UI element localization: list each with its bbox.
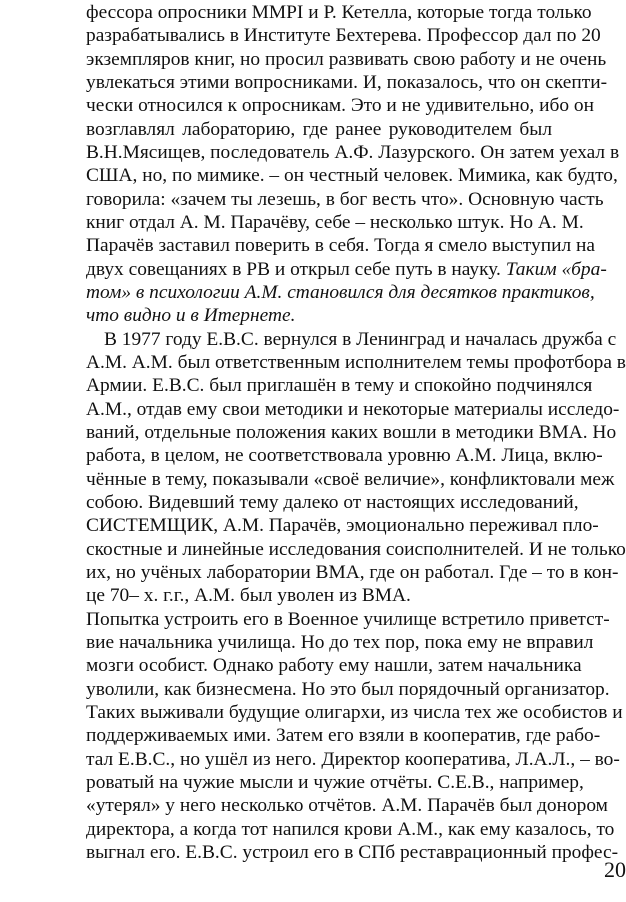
text-line-31: Таких выживали будущие олигархи, из числа тех же особистов и <box>86 702 623 723</box>
text-line-35: «утерял» у него несколько отчётов. А.М. Парачёв был донором <box>86 795 608 816</box>
text-line-8: США, но, по мимике. – он честный человек. Мимика, как будто, <box>86 165 618 186</box>
text-line-3: экземпляров книг, но просил развивать свою работу и не очень <box>86 49 607 70</box>
text-line-25: их, но учёных лаборатории ВМА, где он работал. Где – то в кон- <box>86 562 619 583</box>
text-line-27: Попытка устроить его в Военное училище встретило приветст- <box>86 609 610 630</box>
text-line-17: Армии. Е.В.С. был приглашён в тему и спокойно подчинялся <box>86 375 593 396</box>
text-line-26: це 70– х. г.г., А.М. был уволен из ВМА. <box>86 585 411 606</box>
text-line-19: ваний, отдельные положения каких вошли в методики ВМА. Но <box>86 422 617 443</box>
text-line-9: говорила: «зачем ты лезешь, в бог весть что». Основную часть <box>86 189 604 210</box>
text-line-37: выгнал его. Е.В.С. устроил его в СПб реставрационный профес- <box>86 842 619 863</box>
text-line-24: скостные и линейные исследования соисполнителей. И не только <box>86 539 626 560</box>
text-line-2: разрабатывались в Институте Бехтерева. Профессор дал по 20 <box>86 25 601 46</box>
text-line-30: уволили, как бизнесмена. Но это был порядочный организатор. <box>86 679 610 700</box>
text-line-33: тал Е.В.С., но ушёл из него. Директор кооператива, Л.А.Л., – во- <box>86 749 620 770</box>
text-line-12: двух совещаниях в РВ и открыл себе путь в науку. Таким «бра- <box>86 259 607 280</box>
text-line-5: чески относился к опросникам. Это и не удивительно, ибо он <box>86 95 594 116</box>
text-line-14: что видно и в Итернете. <box>86 305 296 326</box>
text-line-10: книг отдал А. М. Парачёву, себе – несколько штук. Но А. М. <box>86 212 584 233</box>
text-line-4: увлекаться этими вопросниками. И, показалось, что он скепти- <box>86 72 608 93</box>
page-number: 20 <box>604 857 626 882</box>
text-line-18: А.М., отдав ему свои методики и некоторые материалы исследо- <box>86 399 620 420</box>
italic-fragment: Таким «бра- <box>505 259 607 280</box>
paragraph-start-line: В 1977 году Е.В.С. вернулся в Ленинград и началась дружба с <box>104 329 617 350</box>
text-line-20: работа, в целом, не соответствовала уровню А.М. Лица, вклю- <box>86 445 603 466</box>
text-line-13: том» в психологии А.М. становился для десятков практиков, <box>86 282 595 303</box>
text-line-22: собою. Видевший тему далеко от настоящих исследований, <box>86 492 579 513</box>
text-line-29: мозги особист. Однако работу ему нашли, затем начальника <box>86 655 582 676</box>
text-line-11: Парачёв заставил поверить в себя. Тогда я смело выступил на <box>86 235 595 256</box>
text-line-16: А.М. А.М. был ответственным исполнителем темы профотбора в <box>86 352 626 373</box>
text-line-28: вие начальника училища. Но до тех пор, пока ему не вправил <box>86 632 594 653</box>
text-line-1: фессора опросники MMPI и Р. Кетелла, которые тогда только <box>86 2 592 23</box>
text-line-34: роватый на чужие мысли и чужие отчёты. С.Е.В., например, <box>86 772 584 793</box>
text-line-7: В.Н.Мясищев, последователь А.Ф. Лазурского. Он затем уехал в <box>86 142 620 163</box>
text-line-21: чённые в тему, показывали «своё величие», конфликтовали меж <box>86 469 615 490</box>
text-line-36: директора, а когда тот напился крови А.М., как ему казалось, то <box>86 819 615 840</box>
text-line-32: поддерживаемых ими. Затем его взяли в кооператив, где рабо- <box>86 725 601 746</box>
text-line-23: СИСТЕМЩИК, А.М. Парачёв, эмоционально переживал пло- <box>86 515 599 536</box>
text-line-6: возглавлял лабораторию, где ранее руководителем был <box>86 119 552 140</box>
